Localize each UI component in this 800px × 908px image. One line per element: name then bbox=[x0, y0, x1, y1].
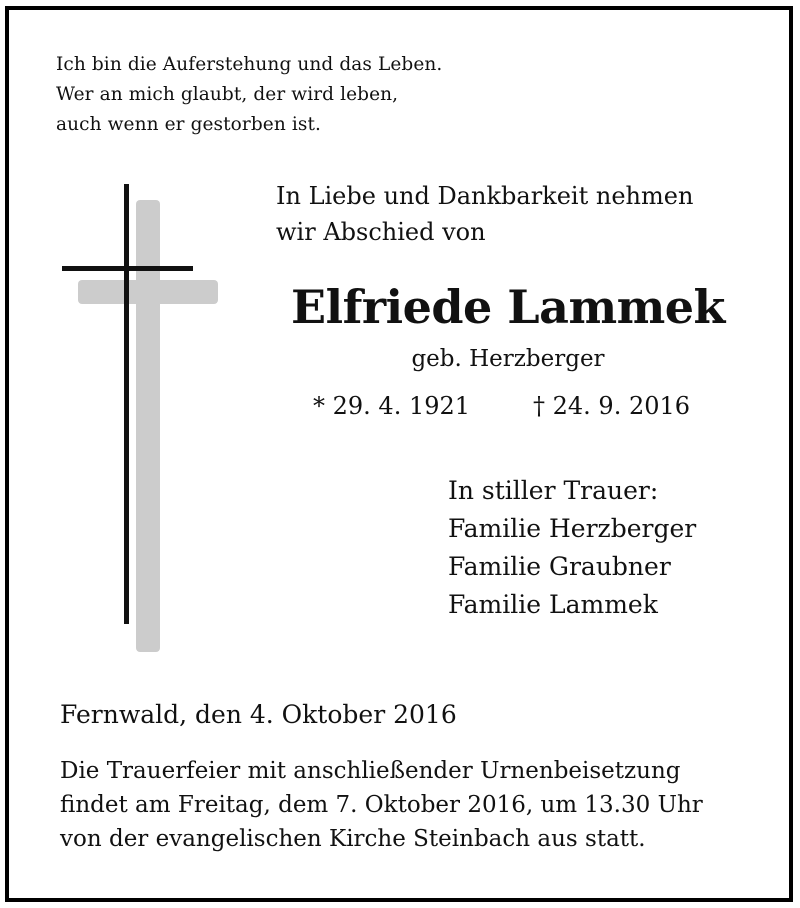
birth-name: geb. Herzberger bbox=[411, 346, 605, 372]
cross-icon bbox=[58, 180, 228, 660]
intro-text bbox=[276, 178, 693, 250]
birth-date: * 29. 4. 1921 bbox=[313, 392, 471, 420]
verse-line-1: Ich bin die Auferstehung und das Leben. bbox=[56, 54, 443, 75]
intro-line-1: In Liebe und Dankbarkeit nehmen bbox=[276, 182, 694, 210]
notice-line-1: Die Trauerfeier mit anschließender Urnenbeisetzung bbox=[60, 758, 681, 784]
funeral-notice bbox=[60, 754, 703, 856]
verse-line-2: Wer an mich glaubt, der wird leben, bbox=[56, 84, 399, 105]
verse-line-3: auch wenn er gestorben ist. bbox=[56, 114, 321, 135]
cross-bar-horizontal bbox=[62, 266, 193, 271]
family-herzberger: Familie Herzberger bbox=[448, 514, 697, 543]
notice-line-3: von der evangelischen Kirche Steinbach aus statt. bbox=[60, 826, 646, 852]
bible-verse bbox=[56, 50, 442, 140]
mourners-heading: In stiller Trauer: bbox=[448, 476, 659, 505]
cross-bar-vertical bbox=[124, 184, 129, 624]
mourners bbox=[448, 472, 696, 624]
death-date: † 24. 9. 2016 bbox=[533, 392, 691, 420]
family-lammek: Familie Lammek bbox=[448, 590, 658, 619]
deceased-name: Elfriede Lammek bbox=[291, 280, 725, 334]
intro-line-2: wir Abschied von bbox=[276, 218, 486, 246]
notice-line-2: findet am Freitag, dem 7. Oktober 2016, um 13.30 Uhr bbox=[60, 792, 703, 818]
place-date: Fernwald, den 4. Oktober 2016 bbox=[60, 700, 457, 729]
family-graubner: Familie Graubner bbox=[448, 552, 671, 581]
